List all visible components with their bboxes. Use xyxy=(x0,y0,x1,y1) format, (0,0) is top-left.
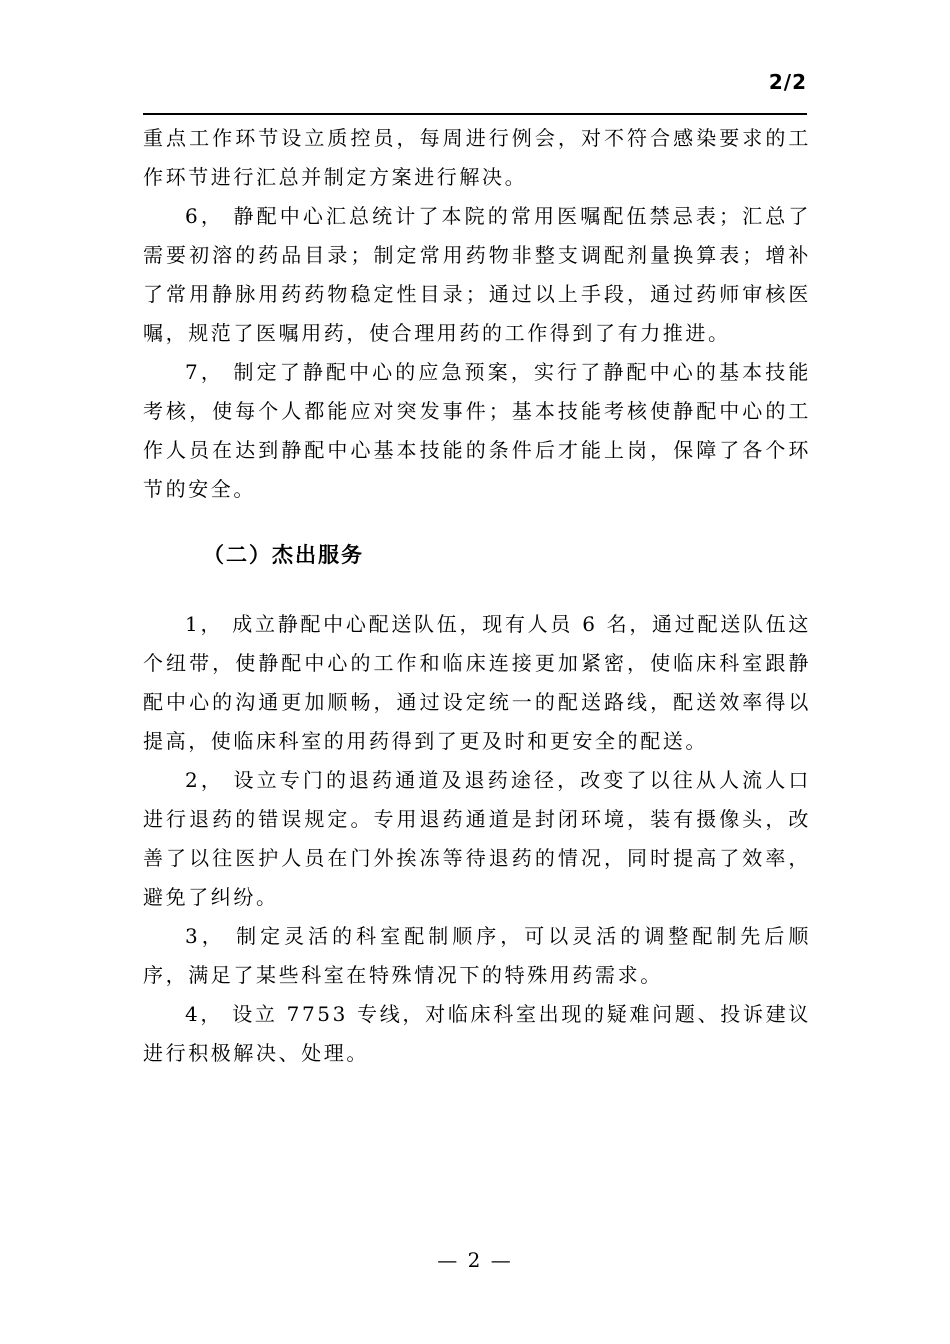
header-divider xyxy=(143,113,807,115)
paragraph-item-7: 7， 制定了静配中心的应急预案，实行了静配中心的基本技能考核，使每个人都能应对突发事件；基本技能考核使静配中心的工作人员在达到静配中心基本技能的条件后才能上岗，保障了各个环节的安全。 xyxy=(143,360,811,501)
document-body xyxy=(143,119,811,1073)
paragraph-continuation: 重点工作环节设立质控员，每周进行例会，对不符合感染要求的工作环节进行汇总并制定方案进行解决。 xyxy=(143,126,811,189)
service-item-1: 1， 成立静配中心配送队伍，现有人员 6 名，通过配送队伍这个纽带，使静配中心的工作和临床连接更加紧密，使临床科室跟静配中心的沟通更加顺畅，通过设定统一的配送路线，配送效率得以提高，使临床科室的用药得到了更及时和更安全的配送。 xyxy=(143,612,811,753)
service-item-3: 3， 制定灵活的科室配制顺序，可以灵活的调整配制先后顺序，满足了某些科室在特殊情况下的特殊用药需求。 xyxy=(143,924,811,987)
service-item-2: 2， 设立专门的退药通道及退药途径，改变了以往从人流人口进行退药的错误规定。专用退药通道是封闭环境，装有摄像头，改善了以往医护人员在门外挨冻等待退药的情况，同时提高了效率，避免了纠纷。 xyxy=(143,768,811,909)
page-counter: 2/2 xyxy=(768,70,807,94)
section-heading: （二）杰出服务 xyxy=(203,543,364,567)
page-number-footer: — 2 — xyxy=(437,1248,513,1272)
service-item-4: 4， 设立 7753 专线，对临床科室出现的疑难问题、投诉建议进行积极解决、处理。 xyxy=(143,1002,811,1065)
paragraph-item-6: 6， 静配中心汇总统计了本院的常用医嘱配伍禁忌表；汇总了需要初溶的药品目录；制定常用药物非整支调配剂量换算表；增补了常用静脉用药药物稳定性目录；通过以上手段，通过药师审核医嘱，规范了医嘱用药，使合理用药的工作得到了有力推进。 xyxy=(143,204,811,345)
